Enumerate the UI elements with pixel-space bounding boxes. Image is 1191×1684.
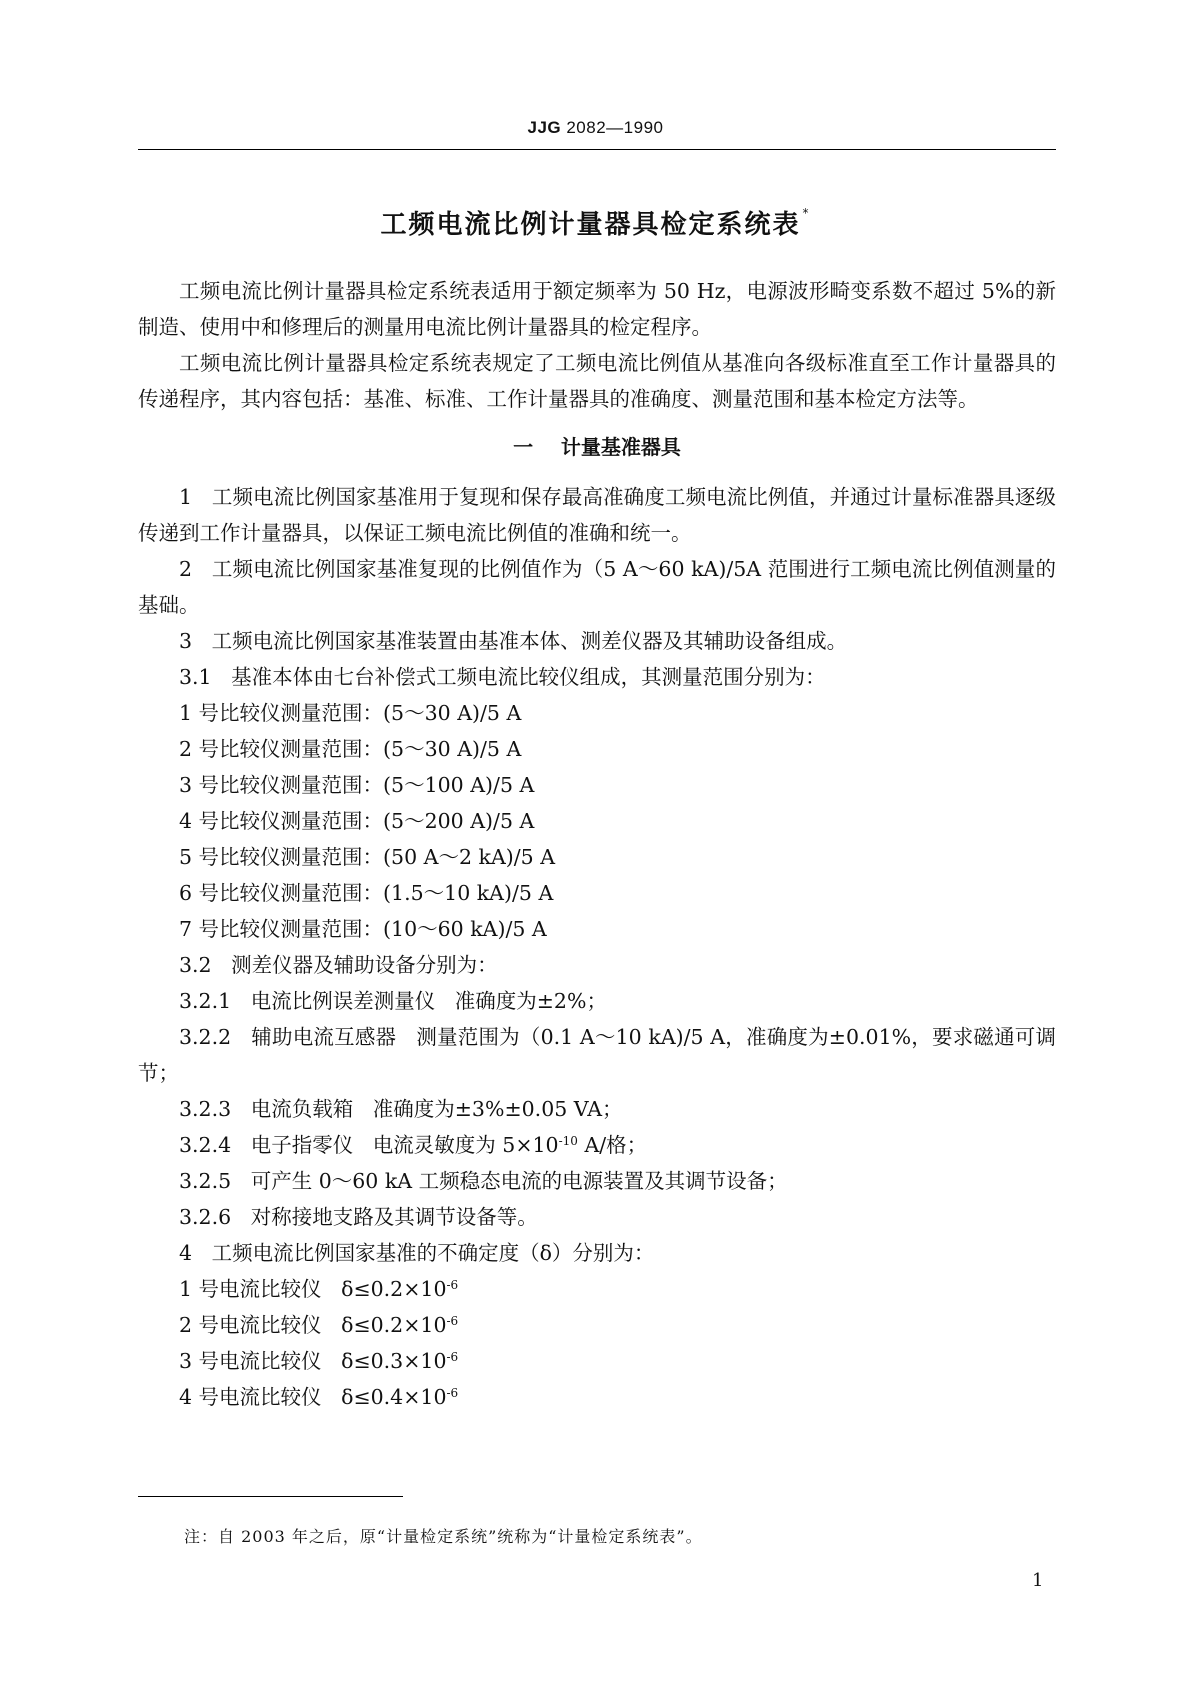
clause-3-2-4-post: A/格； [577, 1133, 648, 1157]
clause-3-2-2: 3.2.2 辅助电流互感器 测量范围为（0.1 A～10 kA)/5 A，准确度为±0.01%，要求磁通可调节； [138, 1025, 1056, 1085]
clause-3-2-1: 3.2.1 电流比例误差测量仪 准确度为±2%； [179, 989, 607, 1013]
clause-4: 4 工频电流比例国家基准的不确定度（δ）分别为： [179, 1241, 655, 1265]
page-title [0, 204, 1191, 241]
range-item: 7 号比较仪测量范围：(10～60 kA)/5 A [179, 917, 547, 941]
clause-1: 1 工频电流比例国家基准用于复现和保存最高准确度工频电流比例值，并通过计量标准器具逐级传递到工作计量器具，以保证工频电流比例值的准确和统一。 [138, 485, 1056, 545]
code-number: 2082—1990 [561, 118, 664, 137]
page-number: 1 [1032, 1570, 1044, 1591]
section-heading: 一 计量基准器具 [513, 435, 681, 459]
title-footnote-mark: * [802, 206, 811, 221]
exponent: -6 [446, 1350, 459, 1364]
document-code [0, 118, 1191, 138]
range-item: 1 号比较仪测量范围：(5～30 A)/5 A [179, 701, 522, 725]
clause-3-2-4 [138, 1127, 1056, 1163]
range-item: 4 号比较仪测量范围：(5～200 A)/5 A [179, 809, 535, 833]
clause-3-2-5: 3.2.5 可产生 0～60 kA 工频稳态电流的电源装置及其调节设备； [179, 1169, 788, 1193]
range-item: 5 号比较仪测量范围：(50 A～2 kA)/5 A [179, 845, 556, 869]
exponent: -6 [446, 1314, 459, 1328]
uncertainty-item [138, 1307, 1056, 1343]
clause-2: 2 工频电流比例国家基准复现的比例值作为（5 A～60 kA)/5A 范围进行工频电流比例值测量的基础。 [138, 557, 1056, 617]
footnote: 注：自 2003 年之后，原“计量检定系统”统称为“计量检定系统表”。 [184, 1527, 703, 1546]
clause-3-2: 3.2 测差仪器及辅助设备分别为： [179, 953, 498, 977]
uncertainty-text: 2 号电流比较仪 δ≤0.2×10 [179, 1313, 447, 1337]
range-item: 6 号比较仪测量范围：(1.5～10 kA)/5 A [179, 881, 554, 905]
uncertainty-item [138, 1271, 1056, 1307]
clause-3-1: 3.1 基准本体由七台补偿式工频电流比较仪组成，其测量范围分别为： [179, 665, 826, 689]
clause-3-2-3: 3.2.3 电流负载箱 准确度为±3%±0.05 VA； [179, 1097, 623, 1121]
uncertainty-item [138, 1343, 1056, 1379]
clause-3-2-4-pre: 3.2.4 电子指零仪 电流灵敏度为 5×10 [179, 1133, 559, 1157]
title-text: 工频电流比例计量器具检定系统表 [380, 210, 801, 240]
body-content [138, 273, 1056, 1415]
clause-3: 3 工频电流比例国家基准装置由基准本体、测差仪器及其辅助设备组成。 [179, 629, 848, 653]
code-prefix: JJG [527, 118, 562, 137]
header-rule [138, 149, 1056, 150]
range-item: 3 号比较仪测量范围：(5～100 A)/5 A [179, 773, 535, 797]
intro-paragraph-1: 工频电流比例计量器具检定系统表适用于额定频率为 50 Hz，电源波形畸变系数不超过 5%的新制造、使用中和修理后的测量用电流比例计量器具的检定程序。 [138, 279, 1056, 339]
exponent: -6 [446, 1278, 459, 1292]
exponent: -6 [446, 1386, 459, 1400]
range-item: 2 号比较仪测量范围：(5～30 A)/5 A [179, 737, 522, 761]
uncertainty-text: 3 号电流比较仪 δ≤0.3×10 [179, 1349, 447, 1373]
uncertainty-text: 1 号电流比较仪 δ≤0.2×10 [179, 1277, 447, 1301]
exponent: -10 [558, 1134, 578, 1148]
uncertainty-text: 4 号电流比较仪 δ≤0.4×10 [179, 1385, 447, 1409]
uncertainty-item [138, 1379, 1056, 1415]
clause-3-2-6: 3.2.6 对称接地支路及其调节设备等。 [179, 1205, 538, 1229]
footnote-rule [138, 1496, 403, 1497]
intro-paragraph-2: 工频电流比例计量器具检定系统表规定了工频电流比例值从基准向各级标准直至工作计量器具的传递程序，其内容包括：基准、标准、工作计量器具的准确度、测量范围和基本检定方法等。 [138, 351, 1056, 411]
